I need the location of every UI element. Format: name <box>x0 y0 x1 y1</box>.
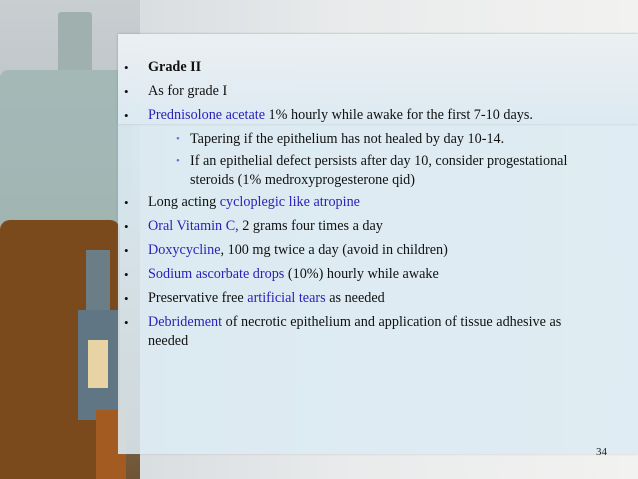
bullet-text: Debridement <box>148 314 223 330</box>
bullet-text: 1% hourly while awake for the first 7-10 days. <box>265 107 533 123</box>
glass-bottle-image <box>0 70 132 230</box>
sub-bullet-item <box>124 152 604 190</box>
bullet-marker: • <box>124 219 129 234</box>
bullet-marker: • <box>124 267 129 282</box>
bullet-marker: • <box>124 84 129 99</box>
bottle-label-image <box>88 340 108 388</box>
sub-bullet-item <box>124 130 604 149</box>
bullet-item <box>124 241 604 260</box>
bullet-marker: • <box>124 243 129 258</box>
bullet-marker: • <box>124 291 129 306</box>
bullet-text: If an epithelial defect persists after day 10, consider progestational steroids (1% medroxyprogesterone qid) <box>190 153 568 188</box>
bullet-text: artificial tears <box>247 290 326 306</box>
bullet-text: of necrotic epithelium and application of tissue adhesive as needed <box>148 314 562 349</box>
bottle-neck-image <box>58 12 92 70</box>
bullet-marker: • <box>124 195 129 210</box>
page-number: 34 <box>596 446 607 458</box>
bullet-text: Prednisolone acetate <box>148 107 265 123</box>
blue-bottle-neck-image <box>86 250 110 310</box>
bullet-text: , 100 mg twice a day (avoid in children) <box>220 242 448 258</box>
bullet-text: cycloplegic like atropine <box>219 194 360 210</box>
bullet-marker: • <box>176 133 180 145</box>
bullet-marker: • <box>124 108 129 123</box>
bullet-text: Long acting <box>148 194 220 210</box>
bullet-item <box>124 82 604 101</box>
bullet-text: Oral Vitamin C, <box>148 218 239 234</box>
bullet-text: Tapering if the epithelium has not healed by day 10-14. <box>190 131 505 147</box>
bullet-text: Sodium ascorbate drops <box>148 266 285 282</box>
bullet-item <box>124 217 604 236</box>
bullet-text: Preservative free <box>148 290 248 306</box>
bullet-text: As for grade I <box>148 83 228 99</box>
bullet-item <box>124 265 604 284</box>
bullet-text: Doxycycline <box>148 242 221 258</box>
bullet-text: Grade II <box>148 59 202 75</box>
bullet-item <box>124 313 604 351</box>
bullet-text: (10%) hourly while awake <box>284 266 439 282</box>
bullet-marker: • <box>124 60 129 75</box>
bullet-list <box>124 58 604 356</box>
bullet-text: 2 grams four times a day <box>238 218 383 234</box>
bullet-item <box>124 193 604 212</box>
bullet-item <box>124 106 604 125</box>
bullet-item <box>124 289 604 308</box>
bullet-marker: • <box>124 315 129 330</box>
bullet-text: as needed <box>325 290 385 306</box>
bullet-marker: • <box>176 155 180 167</box>
bullet-item <box>124 58 604 77</box>
